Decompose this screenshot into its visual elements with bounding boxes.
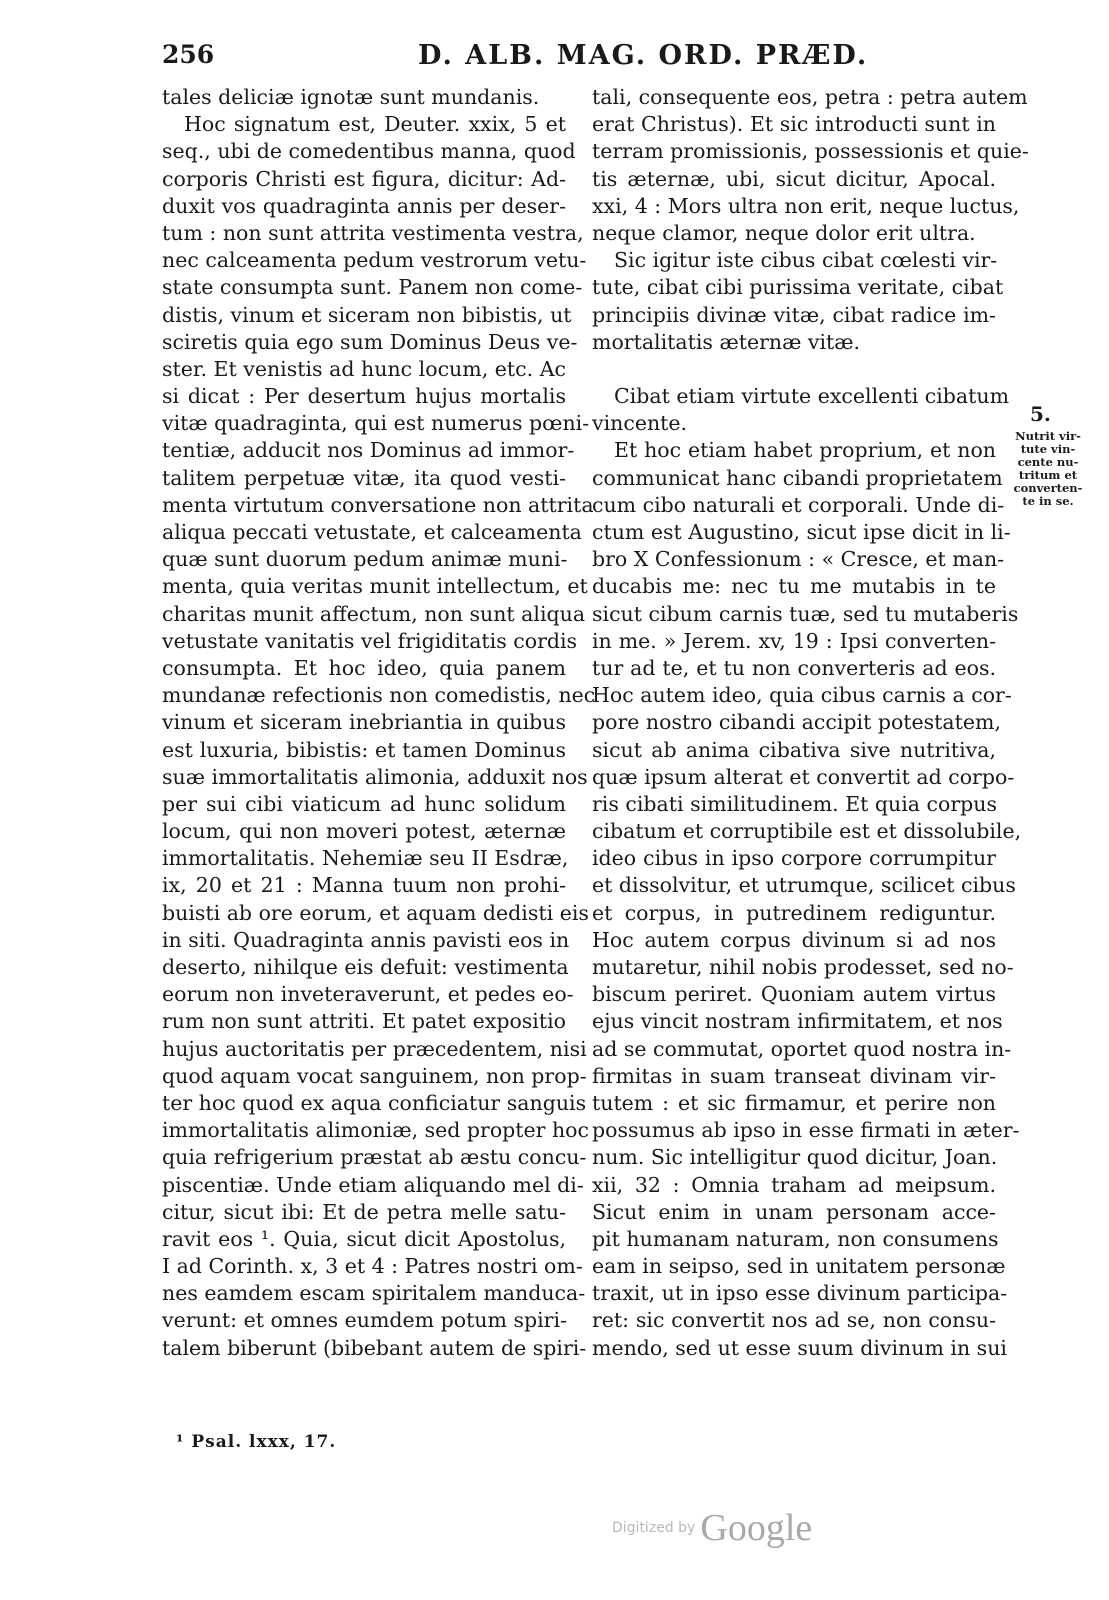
text-line: Cibat etiam virtute excellenti cibatum xyxy=(614,384,1010,409)
text-line: cibatum et corruptibile est et dissolubile, xyxy=(592,819,1022,844)
text-line: vetustate vanitatis vel frigiditatis cordis xyxy=(162,628,578,653)
digitized-watermark xyxy=(612,1506,812,1550)
text-line: consumpta. Et hoc ideo, quia panem xyxy=(162,655,566,680)
text-line: immortalitatis alimoniæ, sed propter hoc xyxy=(162,1118,590,1143)
text-line: ster. Et venistis ad hunc locum, etc. Ac xyxy=(162,356,566,381)
margin-section-number: 5. xyxy=(1030,402,1051,426)
text-line: tales deliciæ ignotæ sunt mundanis. xyxy=(162,85,540,109)
text-line: in me. » Jerem. xv, 19 : Ipsi converten- xyxy=(592,628,996,653)
margin-note-line: Nutrit vir- xyxy=(1015,429,1081,443)
right-column xyxy=(592,84,1029,1362)
text-line: Et hoc etiam habet proprium, et non xyxy=(614,438,996,463)
margin-note-line: tritum et xyxy=(1018,468,1078,482)
text-line: mendo, sed ut esse suum divinum in sui xyxy=(592,1335,1007,1360)
margin-note-line: te in se. xyxy=(1022,494,1074,508)
text-line: nec calceamenta pedum vestrorum vetu- xyxy=(162,248,587,273)
page-number: 256 xyxy=(162,40,215,69)
text-line: tentiæ, adducit nos Dominus ad immor- xyxy=(162,438,575,463)
text-line: aliqua peccati vetustate, et calceamenta xyxy=(162,520,582,544)
text-line: sciretis quia ego sum Dominus Deus ve- xyxy=(162,329,578,354)
text-line: charitas munit affectum, non sunt aliqua xyxy=(162,601,586,626)
text-line: piscentiæ. Unde etiam aliquando mel di- xyxy=(162,1172,584,1197)
text-line: ix, 20 et 21 : Manna tuum non prohi- xyxy=(162,873,566,898)
text-line: terram promissionis, possessionis et quie- xyxy=(592,139,1029,164)
text-line: xxi, 4 : Mors ultra non erit, neque luctus, xyxy=(592,193,1020,218)
text-line: pit humanam naturam, non consumens xyxy=(592,1226,999,1251)
watermark-small-text: Digitized by xyxy=(612,1520,696,1536)
text-line: vincente. xyxy=(592,411,688,436)
text-line: menta, quia veritas munit intellectum, et xyxy=(162,574,588,599)
footnote: ¹ Psal. lxxx, 17. xyxy=(176,1432,337,1452)
text-line: tis æternæ, ubi, sicut dicitur, Apocal. xyxy=(592,166,996,191)
text-line: suæ immortalitatis alimonia, adduxit nos xyxy=(162,764,588,789)
text-line: num. Sic intelligitur quod dicitur, Joan. xyxy=(592,1145,998,1170)
text-line: ret: sic convertit nos ad se, non consu- xyxy=(592,1308,996,1333)
text-line: Sicut enim in unam personam acce- xyxy=(592,1199,996,1224)
text-line: ejus vincit nostram infirmitatem, et nos xyxy=(592,1009,1003,1034)
text-line: immortalitatis. Nehemiæ seu II Esdræ, xyxy=(162,846,569,871)
margin-note-line: tute vin- xyxy=(1020,442,1076,456)
text-line: duxit vos quadraginta annis per deser- xyxy=(162,193,566,218)
text-line: pore nostro cibandi accipit potestatem, xyxy=(592,710,1001,735)
text-line: ctum est Augustino, sicut ipse dicit in li- xyxy=(592,520,1011,544)
margin-note-line: converten- xyxy=(1013,481,1083,495)
text-line: quæ sunt duorum pedum animæ muni- xyxy=(162,547,568,572)
text-line: rum non sunt attriti. Et patet expositio xyxy=(162,1009,566,1034)
google-logo: Google xyxy=(700,1507,813,1549)
text-line: principiis divinæ vitæ, cibat radice im- xyxy=(592,302,996,327)
text-line: vitæ quadraginta, qui est numerus pœni- xyxy=(162,411,590,436)
page-header xyxy=(0,38,1109,78)
text-line: quæ ipsum alterat et convertit ad corpo- xyxy=(592,764,1015,789)
margin-note xyxy=(1006,430,1090,508)
text-line: eam in seipso, sed in unitatem personæ xyxy=(592,1254,1006,1279)
text-line: hujus auctoritatis per præcedentem, nisi xyxy=(162,1036,587,1061)
text-line: traxit, ut in ipso esse divinum participa- xyxy=(592,1281,1008,1306)
text-line: verunt: et omnes eumdem potum spiri- xyxy=(162,1308,567,1333)
text-line: deserto, nihilque eis defuit: vestimenta xyxy=(162,955,569,979)
running-head: D. ALB. MAG. ORD. PRÆD. xyxy=(418,40,869,71)
text-line: state consumpta sunt. Panem non come- xyxy=(162,275,583,300)
margin-note-line: cente nu- xyxy=(1017,455,1079,469)
text-line: bro X Confessionum : « Cresce, et man- xyxy=(592,547,1005,572)
text-line: erat Christus). Et sic introducti sunt in xyxy=(592,112,996,137)
text-line: neque clamor, neque dolor erit ultra. xyxy=(592,220,976,245)
text-line: xii, 32 : Omnia traham ad meipsum. xyxy=(592,1172,996,1197)
text-line: per sui cibi viaticum ad hunc solidum xyxy=(162,791,566,816)
left-column xyxy=(162,84,596,1362)
text-line: nes eamdem escam spiritalem manduca- xyxy=(162,1281,586,1306)
text-line: sicut ab anima cibativa sive nutritiva, xyxy=(592,737,996,762)
text-line: biscum periret. Quoniam autem virtus xyxy=(592,982,996,1007)
text-line: Sic igitur iste cibus cibat cœlesti vir- xyxy=(614,248,998,273)
text-line: et corpus, in putredinem rediguntur. xyxy=(592,900,996,925)
text-line: si dicat : Per desertum hujus mortalis xyxy=(162,384,566,409)
text-line: in siti. Quadraginta annis pavisti eos in xyxy=(162,927,570,952)
text-line: tum : non sunt attrita vestimenta vestra, xyxy=(162,220,584,245)
text-line: ad se commutat, oportet quod nostra in- xyxy=(592,1036,1012,1061)
text-line: mutaretur, nihil nobis prodesset, sed no- xyxy=(592,955,1014,979)
text-line: communicat hanc cibandi proprietatem xyxy=(592,465,1003,490)
text-line: est luxuria, bibistis: et tamen Dominus xyxy=(162,737,566,762)
text-line: corporis Christi est figura, dicitur: Ad- xyxy=(162,166,566,191)
text-line xyxy=(592,356,996,383)
text-line: locum, qui non moveri potest, æternæ xyxy=(162,819,566,844)
text-line: Hoc signatum est, Deuter. xxix, 5 et xyxy=(184,112,566,137)
text-line: tali, consequente eos, petra : petra autem xyxy=(592,85,1028,109)
text-line: ravit eos ¹. Quia, sicut dicit Apostolus, xyxy=(162,1226,566,1251)
text-line: tur ad te, et tu non converteris ad eos. xyxy=(592,655,996,680)
text-line: seq., ubi de comedentibus manna, quod xyxy=(162,139,576,164)
text-line: citur, sicut ibi: Et de petra melle satu- xyxy=(162,1199,566,1224)
text-line: ducabis me: nec tu me mutabis in te xyxy=(592,574,996,599)
text-line: Hoc autem ideo, quia cibus carnis a cor- xyxy=(592,683,1012,708)
text-line: firmitas in suam transeat divinam vir- xyxy=(592,1063,996,1088)
text-line: quod aquam vocat sanguinem, non prop- xyxy=(162,1063,587,1088)
text-line: tutem : et sic firmamur, et perire non xyxy=(592,1090,996,1115)
text-line: vinum et siceram inebriantia in quibus xyxy=(162,710,566,735)
text-line: tute, cibat cibi purissima veritate, cibat xyxy=(592,275,1004,300)
text-line: quia refrigerium præstat ab æstu concu- xyxy=(162,1145,587,1170)
text-line: menta virtutum conversatione non attrita xyxy=(162,492,594,517)
text-line: distis, vinum et siceram non bibistis, ut xyxy=(162,302,572,327)
text-line: ris cibati similitudinem. Et quia corpus xyxy=(592,791,998,816)
text-line: talem biberunt (bibebant autem de spiri- xyxy=(162,1335,587,1360)
text-line: mortalitatis æternæ vitæ. xyxy=(592,329,861,354)
text-line: ter hoc quod ex aqua conficiatur sanguis xyxy=(162,1090,587,1115)
text-line: et dissolvitur, et utrumque, scilicet cibus xyxy=(592,873,1016,898)
text-line: eorum non inveteraverunt, et pedes eo- xyxy=(162,982,574,1007)
text-line: I ad Corinth. x, 3 et 4 : Patres nostri om- xyxy=(162,1254,583,1279)
text-line: mundanæ refectionis non comedistis, nec xyxy=(162,683,596,708)
text-line: ideo cibus in ipso corpore corrumpitur xyxy=(592,846,996,871)
text-line: possumus ab ipso in esse firmati in æter- xyxy=(592,1118,1020,1143)
text-line: sicut cibum carnis tuæ, sed tu mutaberis xyxy=(592,601,1019,626)
text-line: Hoc autem corpus divinum si ad nos xyxy=(592,927,996,952)
text-line: talitem perpetuæ vitæ, ita quod vesti- xyxy=(162,465,566,490)
text-line: buisti ab ore eorum, et aquam dedisti eis xyxy=(162,900,589,925)
text-line: cum cibo naturali et corporali. Unde di- xyxy=(592,492,1005,517)
